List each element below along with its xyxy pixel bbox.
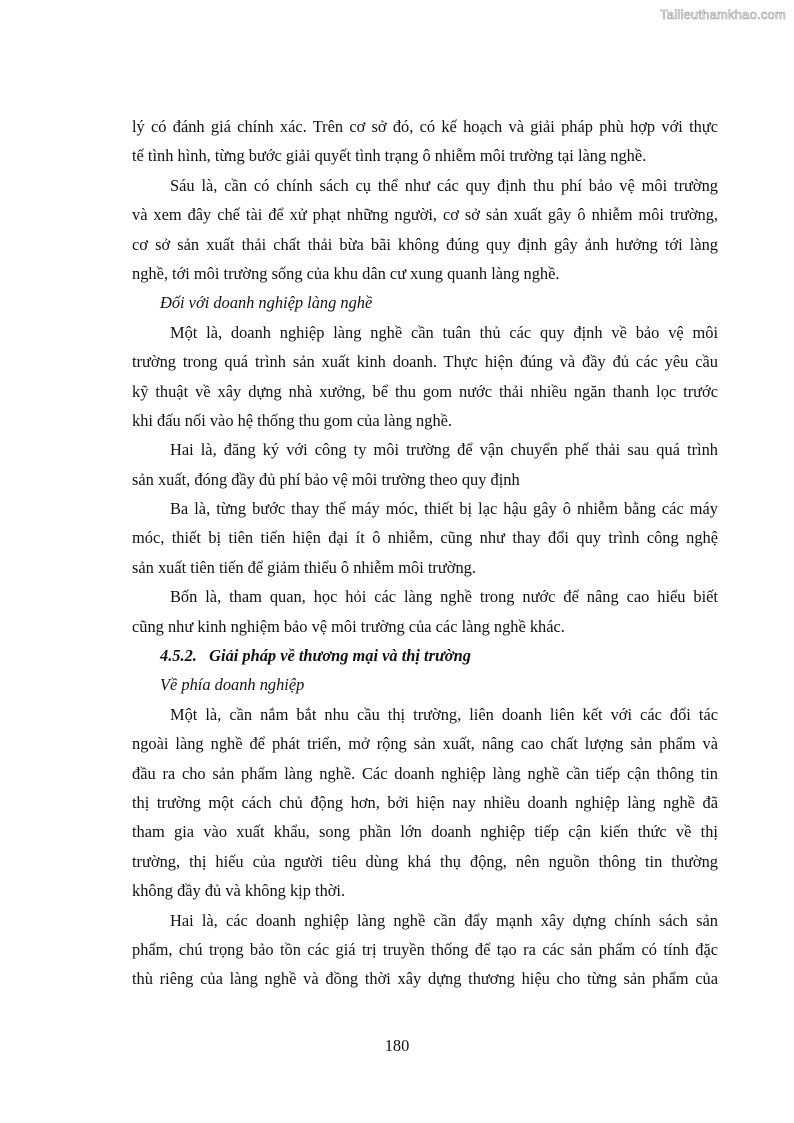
text-line: sản xuất, đóng đầy đủ phí bảo vệ môi trường theo quy định bbox=[132, 469, 520, 489]
text-line: Sáu là, cần có chính sách cụ thể như các quy định thu phí bảo vệ môi trường bbox=[170, 175, 718, 195]
text-line: sản xuất tiên tiến để giảm thiểu ô nhiễm môi trường. bbox=[132, 557, 476, 577]
watermark: Tailieuthamkhao.com bbox=[660, 7, 786, 22]
text-line: tham gia vào xuất khẩu, song phần lớn doanh nghiệp tiếp cận kiến thức về thị bbox=[132, 822, 718, 842]
text-line: khi đấu nối vào hệ thống thu gom của làng nghề. bbox=[132, 410, 453, 430]
text-line: và xem đây chế tài để xử phạt những người, cơ sở sản xuất gây ô nhiễm môi trường, bbox=[132, 205, 718, 225]
text-line: Hai là, đăng ký với công ty môi trường để vận chuyển phế thải sau quá trình bbox=[170, 440, 718, 460]
text-line: Bốn là, tham quan, học hỏi các làng nghề trong nước để nâng cao hiểu biết bbox=[170, 587, 718, 607]
text-line: ngoài làng nghề để phát triển, mở rộng sản xuất, nâng cao chất lượng sản phẩm và bbox=[132, 734, 718, 754]
page-number: 180 bbox=[384, 1036, 410, 1055]
text-line: phẩm, chú trọng bảo tồn các giá trị truyền thống để tạo ra các sản phẩm có tính đặc bbox=[132, 939, 718, 959]
text-line: tế tình hình, từng bước giải quyết tình trạng ô nhiễm môi trường tại làng nghề. bbox=[132, 146, 647, 166]
page-body bbox=[132, 112, 718, 994]
text-line: thù riêng của làng nghề và đồng thời xây dựng thương hiệu cho từng sản phẩm của bbox=[132, 969, 718, 989]
text-line: thị trường một cách chủ động hơn, bởi hiện nay nhiều doanh nghiệp làng nghề đã bbox=[132, 792, 718, 812]
text-line: cũng như kinh nghiệm bảo vệ môi trường của các làng nghề khác. bbox=[132, 616, 565, 636]
text-line: nghề, tới môi trường sống của khu dân cư xung quanh làng nghề. bbox=[132, 263, 560, 283]
text-line: Hai là, các doanh nghiệp làng nghề cần đẩy mạnh xây dựng chính sách sản bbox=[170, 910, 718, 930]
section-heading: 4.5.2. Giải pháp về thương mại và thị trường bbox=[160, 646, 471, 666]
text-line: Ba là, từng bước thay thế máy móc, thiết bị lạc hậu gây ô nhiễm bằng các máy bbox=[170, 499, 718, 519]
text-line: trường trong quá trình sản xuất kinh doanh. Thực hiện đúng và đầy đủ các yêu cầu bbox=[132, 352, 718, 372]
text-line: móc, thiết bị tiên tiến hiện đại ít ô nhiễm, cũng như thay đổi quy trình công nghệ bbox=[132, 528, 718, 548]
subheading-enterprises: Đối với doanh nghiệp làng nghề bbox=[160, 293, 373, 313]
text-line: không đầy đủ và không kịp thời. bbox=[132, 881, 346, 901]
text-line: lý có đánh giá chính xác. Trên cơ sở đó, có kế hoạch và giải pháp phù hợp với thực bbox=[132, 117, 718, 136]
text-line: trường, thị hiếu của người tiêu dùng khá thụ động, nên nguồn thông tin thường bbox=[132, 851, 718, 871]
text-line: đầu ra cho sản phẩm làng nghề. Các doanh nghiệp làng nghề cần tiếp cận thông tin bbox=[132, 763, 718, 783]
subheading-business: Về phía doanh nghiệp bbox=[160, 675, 305, 695]
text-line: Một là, doanh nghiệp làng nghề cần tuân thủ các quy định về bảo vệ môi bbox=[170, 322, 718, 342]
text-line: cơ sở sản xuất thải chất thải bừa bãi không đúng quy định gây ảnh hưởng tới làng bbox=[132, 234, 718, 254]
text-line: Một là, cần nắm bắt nhu cầu thị trường, liên doanh liên kết với các đối tác bbox=[170, 704, 718, 724]
text-line: kỹ thuật về xây dựng nhà xưởng, bể thu gom nước thải nhiều ngăn thanh lọc trước bbox=[132, 381, 718, 401]
